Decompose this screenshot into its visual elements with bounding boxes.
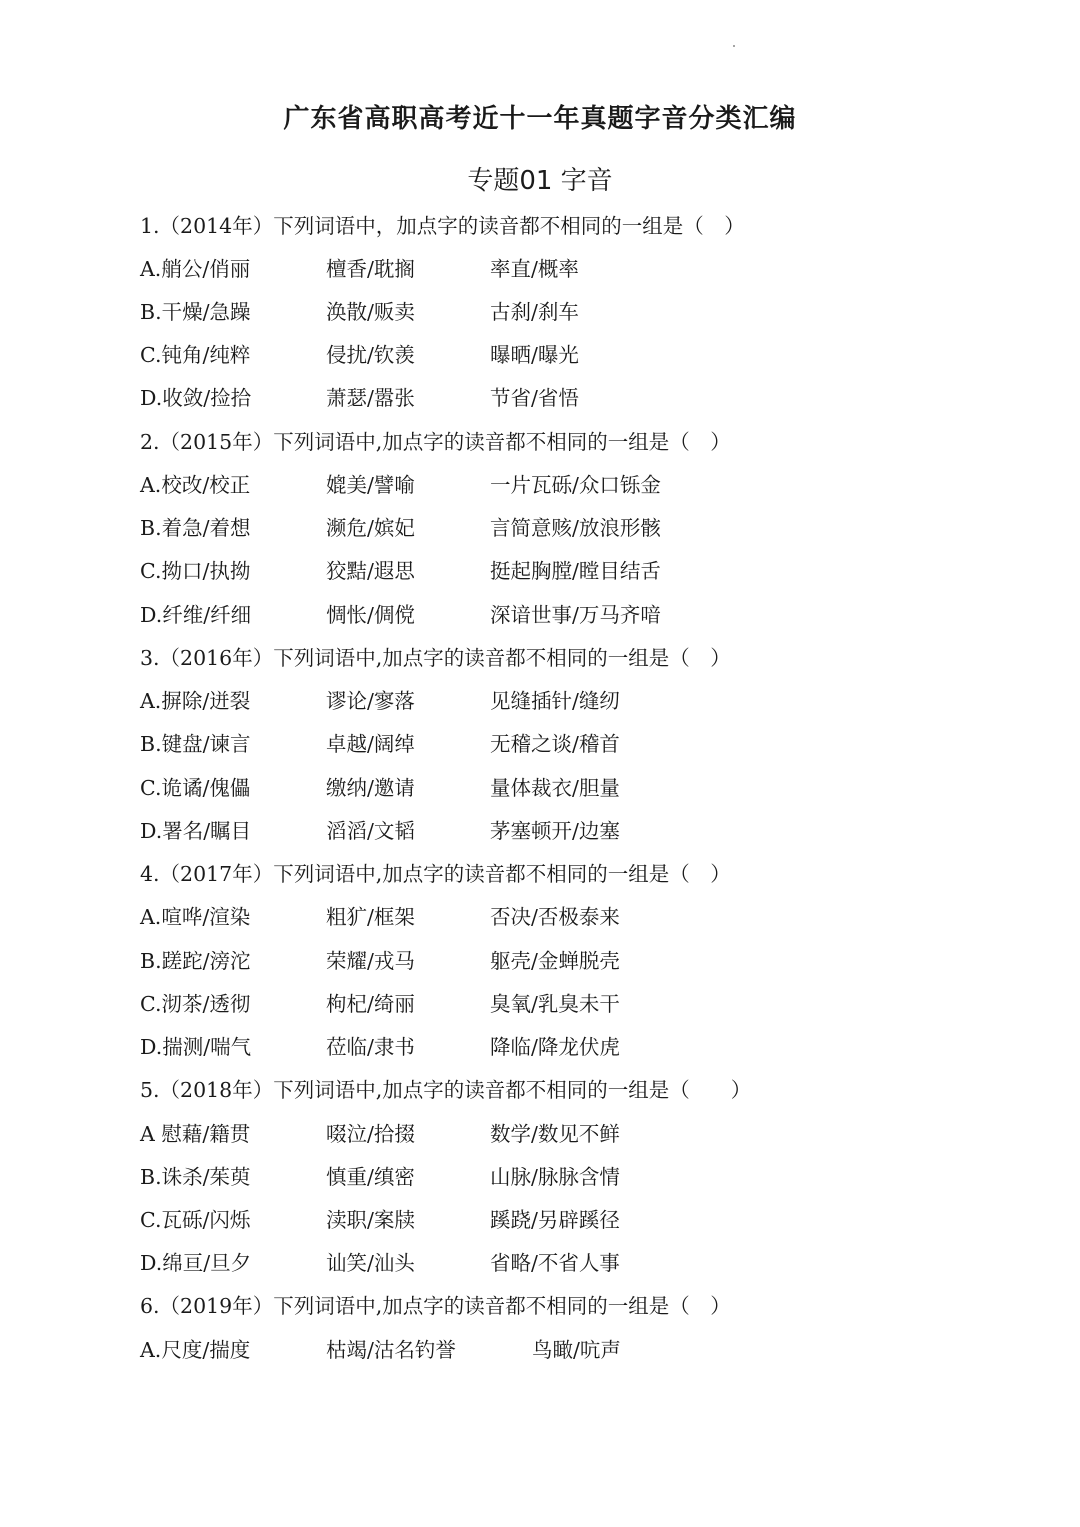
option-group-3: 茅塞顿开/边塞 bbox=[490, 819, 620, 843]
option-group-2: 枯竭/沽名钓誉 bbox=[326, 1338, 456, 1362]
question-5-stem: 5.（2018年）下列词语中,加点字的读音都不相同的一组是（ ） bbox=[140, 1078, 752, 1102]
option-group-1: C.诡谲/傀儡 bbox=[140, 776, 251, 800]
option-group-2: 缴纳/邀请 bbox=[326, 776, 415, 800]
option-group-2: 濒危/嫔妃 bbox=[326, 516, 415, 540]
option-group-2: 卓越/阔绰 bbox=[326, 732, 415, 756]
option-group-2: 莅临/隶书 bbox=[326, 1035, 415, 1059]
option-group-2: 涣散/贩卖 bbox=[326, 300, 415, 324]
question-6-stem: 6.（2019年）下列词语中,加点字的读音都不相同的一组是（ ） bbox=[140, 1294, 731, 1318]
option-group-1: B.诛杀/茱萸 bbox=[140, 1165, 251, 1189]
option-group-1: A.摒除/迸裂 bbox=[140, 689, 251, 713]
option-group-2: 谬论/寥落 bbox=[326, 689, 415, 713]
option-group-2: 荣耀/戎马 bbox=[326, 949, 415, 973]
option-group-2: 狡黠/遐思 bbox=[326, 559, 415, 583]
option-group-1: C.沏茶/透彻 bbox=[140, 992, 251, 1016]
option-group-3: 否决/否极泰来 bbox=[490, 905, 620, 929]
option-group-3: 曝晒/曝光 bbox=[490, 343, 579, 367]
option-group-1: A.校改/校正 bbox=[140, 473, 251, 497]
option-group-1: A 慰藉/籍贯 bbox=[140, 1122, 251, 1146]
question-3-stem: 3.（2016年）下列词语中,加点字的读音都不相同的一组是（ ） bbox=[140, 646, 731, 670]
option-group-1: B.蹉跎/滂沱 bbox=[140, 949, 251, 973]
option-group-1: B.着急/着想 bbox=[140, 516, 251, 540]
option-group-1: A.艄公/俏丽 bbox=[140, 257, 251, 281]
option-group-3: 深谙世事/万马齐喑 bbox=[490, 603, 661, 627]
option-group-2: 媲美/譬喻 bbox=[326, 473, 415, 497]
option-group-2: 讪笑/汕头 bbox=[326, 1251, 415, 1275]
option-group-3: 量体裁衣/胆量 bbox=[490, 776, 620, 800]
question-1-stem: 1.（2014年）下列词语中，加点字的读音都不相同的一组是（ ） bbox=[140, 214, 745, 238]
question-4-stem: 4.（2017年）下列词语中,加点字的读音都不相同的一组是（ ） bbox=[140, 862, 731, 886]
option-group-3: 省略/不省人事 bbox=[490, 1251, 620, 1275]
option-group-3: 言简意赅/放浪形骸 bbox=[490, 516, 661, 540]
option-group-3: 无稽之谈/稽首 bbox=[490, 732, 620, 756]
option-group-2: 渎职/案牍 bbox=[326, 1208, 415, 1232]
option-group-3: 一片瓦砾/众口铄金 bbox=[490, 473, 661, 497]
option-group-1: C.瓦砾/闪烁 bbox=[140, 1208, 251, 1232]
option-group-1: D.绵亘/旦夕 bbox=[140, 1251, 252, 1275]
option-group-3: 山脉/脉脉含情 bbox=[490, 1165, 620, 1189]
option-group-1: B.键盘/谏言 bbox=[140, 732, 251, 756]
option-group-1: B.干燥/急躁 bbox=[140, 300, 251, 324]
option-group-3: 率直/概率 bbox=[490, 257, 579, 281]
document-title: 广东省高职高考近十一年真题字音分类汇编 bbox=[283, 104, 797, 134]
option-group-2: 啜泣/拾掇 bbox=[326, 1122, 415, 1146]
option-group-2: 萧瑟/嚣张 bbox=[326, 386, 415, 410]
option-group-1: D.署名/瞩目 bbox=[140, 819, 252, 843]
option-group-3: 见缝插针/缝纫 bbox=[490, 689, 620, 713]
option-group-1: A.尺度/揣度 bbox=[140, 1338, 251, 1362]
option-group-1: C.钝角/纯粹 bbox=[140, 343, 251, 367]
option-group-3: 数学/数见不鲜 bbox=[490, 1122, 620, 1146]
option-group-3: 古刹/刹车 bbox=[490, 300, 579, 324]
option-group-2: 檀香/耽搁 bbox=[326, 257, 415, 281]
option-group-3: 臭氧/乳臭未干 bbox=[490, 992, 620, 1016]
option-group-3: 蹊跷/另辟蹊径 bbox=[490, 1208, 620, 1232]
question-2-stem: 2.（2015年）下列词语中,加点字的读音都不相同的一组是（ ） bbox=[140, 430, 731, 454]
option-group-3: 挺起胸膛/瞠目结舌 bbox=[490, 559, 661, 583]
option-group-1: D.纤维/纤细 bbox=[140, 603, 252, 627]
option-group-1: D.收敛/捡拾 bbox=[140, 386, 252, 410]
option-group-3: 鸟瞰/吭声 bbox=[532, 1338, 621, 1362]
option-group-2: 侵扰/钦羡 bbox=[326, 343, 415, 367]
option-group-2: 慎重/缜密 bbox=[326, 1165, 415, 1189]
option-group-2: 惆怅/倜傥 bbox=[326, 603, 415, 627]
option-group-3: 躯壳/金蝉脱壳 bbox=[490, 949, 620, 973]
option-group-3: 降临/降龙伏虎 bbox=[490, 1035, 620, 1059]
option-group-2: 滔滔/文韬 bbox=[326, 819, 415, 843]
option-group-3: 节省/省悟 bbox=[490, 386, 579, 410]
option-group-2: 枸杞/绮丽 bbox=[326, 992, 415, 1016]
option-group-1: D.揣测/喘气 bbox=[140, 1035, 252, 1059]
option-group-1: A.喧哗/渲染 bbox=[140, 905, 251, 929]
option-group-1: C.拗口/执拗 bbox=[140, 559, 251, 583]
document-subtitle: 专题01 字音 bbox=[467, 166, 613, 196]
option-group-2: 粗犷/框架 bbox=[326, 905, 415, 929]
scan-dot bbox=[733, 45, 735, 47]
